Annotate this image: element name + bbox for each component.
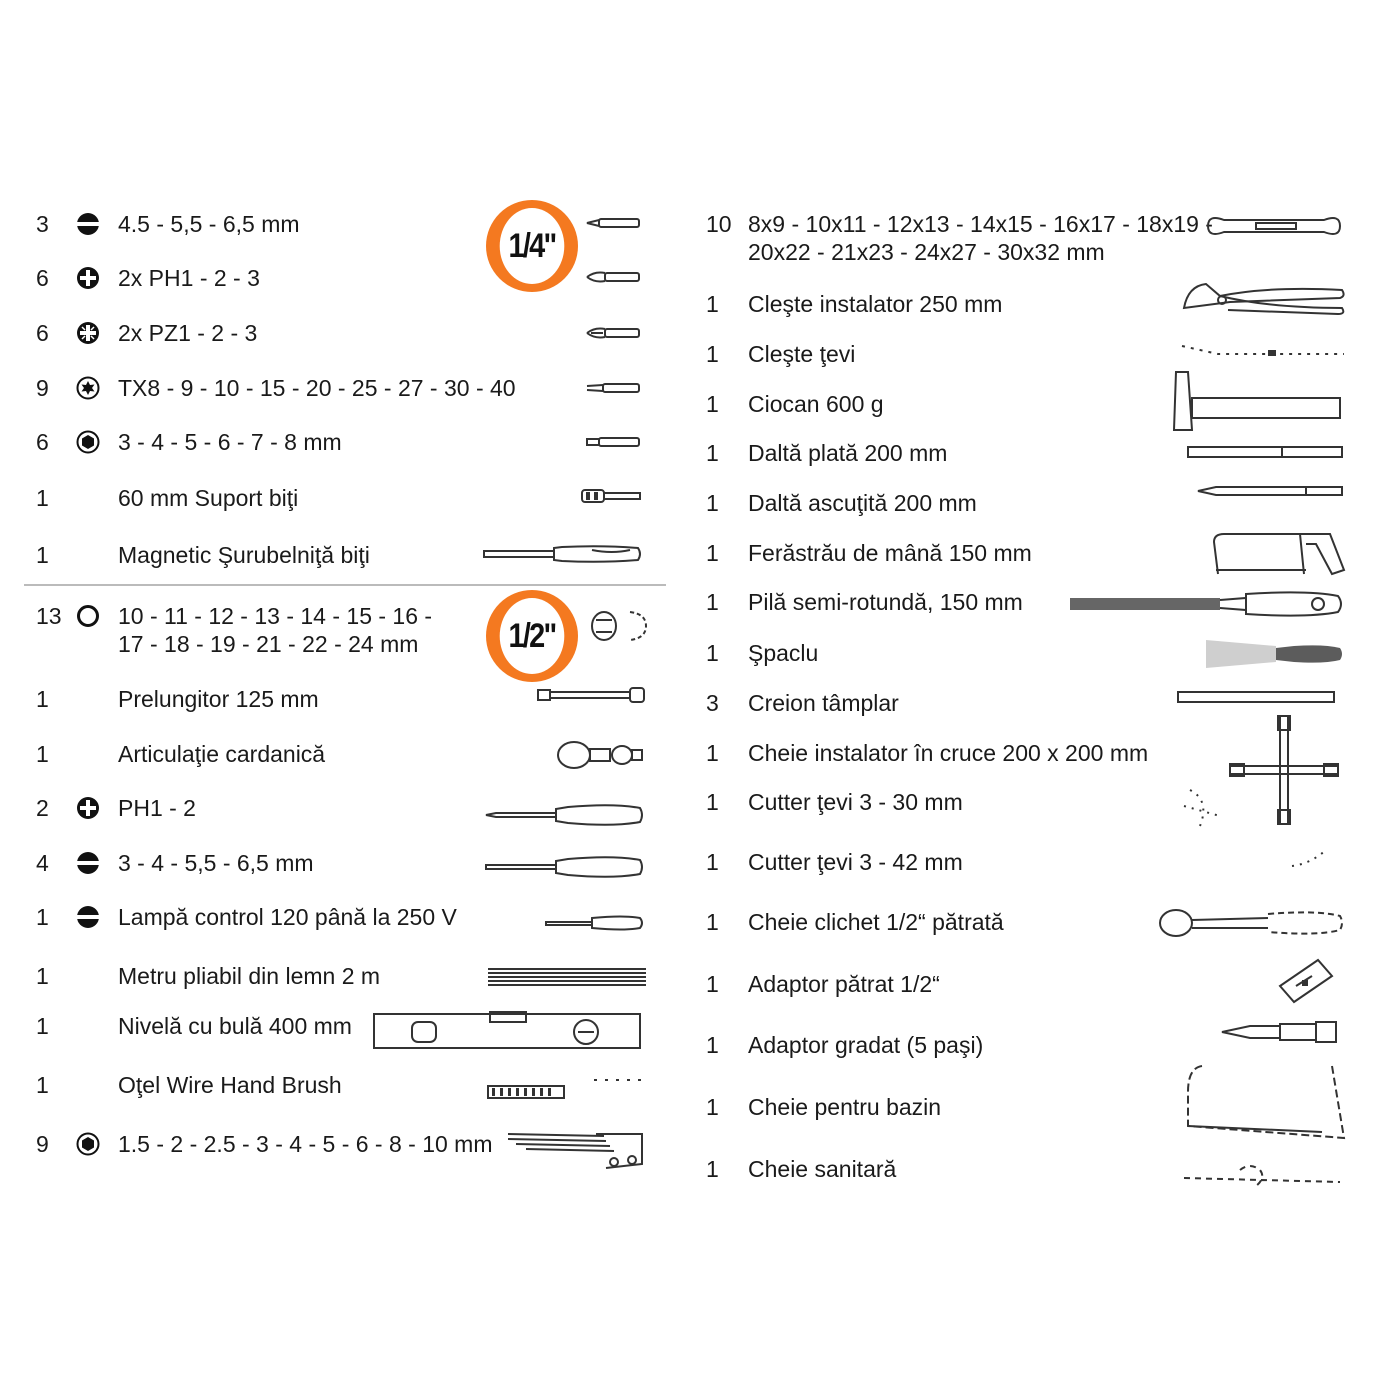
- half-inch-label: 1/2": [500, 598, 565, 674]
- flat-chisel-icon: [1186, 444, 1344, 460]
- item-quantity: 1: [706, 490, 719, 516]
- section-divider: [24, 584, 666, 586]
- bit-holder-icon: [580, 488, 642, 504]
- left-item-row: [36, 374, 516, 414]
- torx-icon: [76, 376, 100, 400]
- item-quantity: 13: [36, 603, 62, 629]
- left-item-row: [36, 962, 496, 1002]
- item-description: 3 - 4 - 5 - 6 - 7 - 8 mm: [118, 429, 342, 455]
- wire-brush-icon: [486, 1076, 646, 1102]
- item-description: Daltă ascuţită 200 mm: [748, 490, 977, 516]
- item-quantity: 1: [36, 904, 49, 930]
- item-description: TX8 - 9 - 10 - 15 - 20 - 25 - 27 - 30 - 40: [118, 375, 516, 401]
- magnetic-screwdriver-icon: [482, 544, 642, 564]
- ratchet-wrench-icon: [1158, 906, 1344, 940]
- item-quantity: 1: [706, 1032, 719, 1058]
- item-quantity: 1: [706, 1156, 719, 1182]
- left-item-row: [36, 428, 496, 468]
- phillips-bit-icon: [585, 270, 641, 284]
- half-round-file-icon: [1068, 590, 1344, 618]
- item-description: 3 - 4 - 5,5 - 6,5 mm: [118, 850, 314, 876]
- pipe-cutter-large-icon: [1290, 846, 1330, 870]
- right-item-row: [706, 970, 1186, 1010]
- item-description: Daltă plată 200 mm: [748, 440, 948, 466]
- pozidriv-icon: [76, 321, 100, 345]
- right-item-row: [706, 1155, 1186, 1195]
- item-description: Nivelă cu bulă 400 mm: [118, 1013, 352, 1039]
- left-item-row: [36, 484, 496, 524]
- item-quantity: 1: [36, 741, 49, 767]
- item-quantity: 1: [706, 789, 719, 815]
- right-item-row: [706, 340, 1186, 380]
- item-description: Magnetic Şurubelniţă biţi: [118, 542, 370, 568]
- basin-wrench-icon: [1182, 1062, 1348, 1148]
- slot-bit-icon: [585, 216, 641, 230]
- water-pump-pliers-icon: [1180, 278, 1346, 318]
- phillips-icon: [76, 266, 100, 290]
- item-description-line2: 17 - 18 - 19 - 21 - 22 - 24 mm: [118, 631, 419, 657]
- right-item-row: [706, 908, 1186, 948]
- cross-wrench-icon: [1228, 714, 1340, 826]
- item-description: Adaptor pătrat 1/2“: [748, 971, 940, 997]
- universal-joint-icon: [556, 740, 644, 770]
- item-description: Metru pliabil din lemn 2 m: [118, 963, 381, 989]
- left-item-row: [36, 1130, 496, 1170]
- item-quantity: 3: [36, 211, 49, 237]
- left-item-row: [36, 541, 496, 581]
- item-quantity: 1: [36, 1013, 49, 1039]
- item-quantity: 1: [36, 1072, 49, 1098]
- torx-bit-icon: [585, 381, 641, 395]
- quarter-inch-label: 1/4": [500, 208, 565, 284]
- left-item-row: [36, 1071, 496, 1111]
- item-description: Articulaţie cardanică: [118, 741, 326, 767]
- pipe-cutter-small-icon: [1180, 786, 1226, 832]
- item-description: Cheie sanitară: [748, 1156, 897, 1182]
- item-description: Adaptor gradat (5 paşi): [748, 1032, 984, 1058]
- carpenter-pencil-icon: [1176, 690, 1336, 704]
- item-description-line2: 20x22 - 21x23 - 24x27 - 30x32 mm: [748, 239, 1105, 265]
- left-item-row: [36, 794, 496, 834]
- right-item-row: [706, 489, 1186, 529]
- pointed-chisel-icon: [1196, 484, 1344, 498]
- item-description: Lampă control 120 până la 250 V: [118, 904, 457, 930]
- extension-bar-icon: [536, 686, 646, 704]
- slot-screwdriver-icon: [484, 855, 644, 879]
- item-description: Cleşte ţevi: [748, 341, 856, 367]
- item-description: 60 mm Suport biţi: [118, 485, 299, 511]
- left-item-row: [36, 319, 496, 359]
- item-description: 8x9 - 10x11 - 12x13 - 14x15 - 16x17 - 18x19 -: [748, 211, 1213, 237]
- item-description: Cheie clichet 1/2“ pătrată: [748, 909, 1004, 935]
- putty-knife-icon: [1204, 636, 1344, 672]
- slot-icon: [76, 212, 100, 236]
- item-quantity: 4: [36, 850, 49, 876]
- item-quantity: 1: [706, 440, 719, 466]
- right-item-row: [706, 390, 1186, 430]
- item-quantity: 1: [36, 485, 49, 511]
- slot-icon: [76, 905, 100, 929]
- item-quantity: 6: [36, 429, 49, 455]
- item-description: Prelungitor 125 mm: [118, 686, 319, 712]
- item-quantity: 1: [706, 589, 719, 615]
- right-item-row: [706, 539, 1186, 579]
- left-item-row: [36, 264, 496, 304]
- item-description: Şpaclu: [748, 640, 819, 666]
- right-item-row: [706, 848, 1186, 888]
- quarter-inch-badge: [486, 200, 578, 292]
- item-quantity: 1: [706, 640, 719, 666]
- hex-bit-icon: [585, 435, 641, 449]
- phillips-screwdriver-icon: [484, 803, 644, 827]
- right-item-row: [706, 639, 1186, 679]
- item-quantity: 1: [36, 686, 49, 712]
- hacksaw-icon: [1210, 530, 1346, 580]
- hex-key-set-icon: [506, 1130, 646, 1170]
- left-item-row: [36, 210, 496, 250]
- item-description: PH1 - 2: [118, 795, 196, 821]
- hex-icon: [76, 430, 100, 454]
- item-description: 2x PZ1 - 2 - 3: [118, 320, 258, 346]
- item-description: Cutter ţevi 3 - 42 mm: [748, 849, 963, 875]
- left-item-row: [36, 740, 496, 780]
- item-description: Ferăstrău de mână 150 mm: [748, 540, 1032, 566]
- hex-icon: [76, 1132, 100, 1156]
- combination-wrench-icon: [1204, 212, 1344, 240]
- pozidriv-bit-icon: [585, 326, 641, 340]
- right-item-row: [706, 1093, 1186, 1133]
- item-description: Ciocan 600 g: [748, 391, 884, 417]
- left-item-row: [36, 903, 496, 943]
- item-quantity: 2: [36, 795, 49, 821]
- right-item-row: [706, 788, 1186, 828]
- item-quantity: 10: [706, 211, 732, 237]
- item-description: 2x PH1 - 2 - 3: [118, 265, 260, 291]
- folding-rule-icon: [488, 967, 646, 989]
- item-quantity: 1: [706, 971, 719, 997]
- item-description: Creion tâmplar: [748, 690, 899, 716]
- item-quantity: 1: [706, 740, 719, 766]
- item-quantity: 6: [36, 320, 49, 346]
- item-description: 1.5 - 2 - 2.5 - 3 - 4 - 5 - 6 - 8 - 10 mm: [118, 1131, 493, 1157]
- left-item-row: [36, 685, 496, 725]
- phillips-icon: [76, 796, 100, 820]
- item-quantity: 9: [36, 375, 49, 401]
- item-quantity: 6: [36, 265, 49, 291]
- item-quantity: 3: [706, 690, 719, 716]
- square-adapter-icon: [1276, 956, 1334, 1004]
- item-quantity: 1: [706, 849, 719, 875]
- left-item-row: [36, 849, 496, 889]
- item-description: 4.5 - 5,5 - 6,5 mm: [118, 211, 300, 237]
- sanitary-wrench-icon: [1180, 1160, 1342, 1190]
- right-item-row: [706, 210, 1213, 265]
- hammer-icon: [1170, 370, 1344, 434]
- item-quantity: 1: [706, 391, 719, 417]
- half-inch-badge: [486, 590, 578, 682]
- left-item-row: [36, 602, 496, 657]
- right-item-row: [706, 439, 1186, 479]
- item-description: Pilă semi-rotundă, 150 mm: [748, 589, 1023, 615]
- pipe-wrench-icon: [1178, 340, 1344, 362]
- item-quantity: 9: [36, 1131, 49, 1157]
- socket-icon: [590, 610, 648, 642]
- right-item-row: [706, 290, 1186, 330]
- item-quantity: 1: [706, 540, 719, 566]
- item-description: Cheie pentru bazin: [748, 1094, 942, 1120]
- item-quantity: 1: [706, 341, 719, 367]
- item-quantity: 1: [706, 1094, 719, 1120]
- item-description: 10 - 11 - 12 - 13 - 14 - 15 - 16 -: [118, 603, 433, 629]
- step-adapter-icon: [1220, 1018, 1340, 1046]
- item-description: Cheie instalator în cruce 200 x 200 mm: [748, 740, 1149, 766]
- item-quantity: 1: [706, 909, 719, 935]
- spirit-level-icon: [372, 1010, 642, 1050]
- slot-icon: [76, 851, 100, 875]
- item-quantity: 1: [36, 542, 49, 568]
- item-description: Cutter ţevi 3 - 30 mm: [748, 789, 963, 815]
- right-item-row: [706, 689, 1186, 729]
- voltage-tester-icon: [544, 914, 644, 932]
- item-quantity: 1: [706, 291, 719, 317]
- item-description: Oţel Wire Hand Brush: [118, 1072, 342, 1098]
- right-item-row: [706, 739, 1186, 779]
- item-quantity: 1: [36, 963, 49, 989]
- ring-icon: [76, 604, 100, 628]
- item-description: Cleşte instalator 250 mm: [748, 291, 1003, 317]
- right-item-row: [706, 1031, 1186, 1071]
